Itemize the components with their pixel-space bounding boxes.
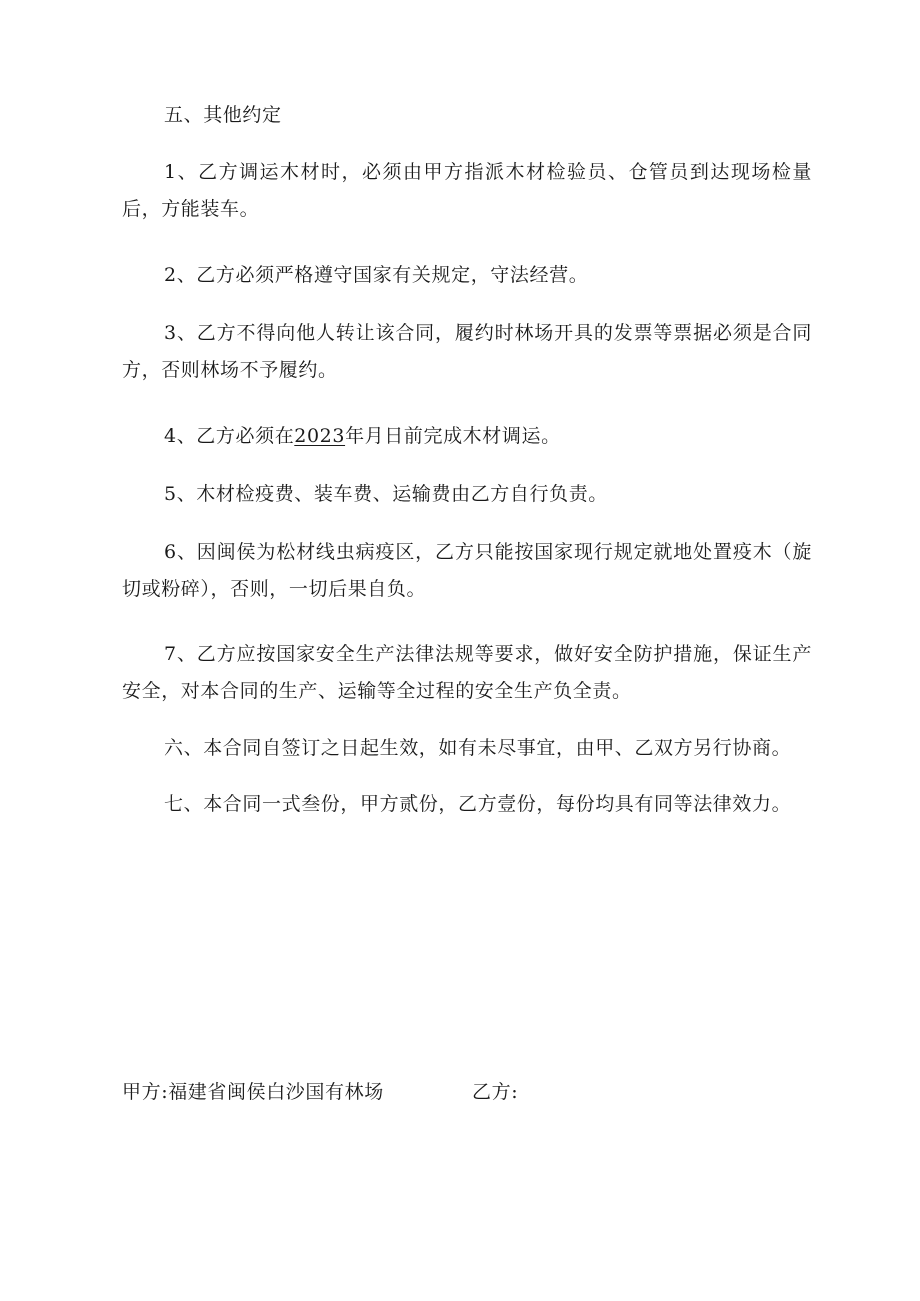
section-six: 六、本合同自签订之日起生效，如有未尽事宜，由甲、乙双方另行协商。 xyxy=(164,737,792,759)
clause-5: 5、木材检疫费、装车费、运输费由乙方自行负责。 xyxy=(164,483,608,505)
clause-4 xyxy=(122,418,812,455)
clause-6: 6、因闽侯为松材线虫病疫区，乙方只能按国家现行规定就地处置疫木（旋切或粉碎），否则，一切后果自负。 xyxy=(122,541,812,600)
clause-4-suffix: 年月日前完成木材调运。 xyxy=(345,425,561,447)
party-a-signature: 甲方:福建省闽侯白沙国有林场 xyxy=(122,1081,384,1103)
clause-3: 3、乙方不得向他人转让该合同，履约时林场开具的发票等票据必须是合同方，否则林场不予履约。 xyxy=(122,322,812,381)
clause-4-year: 2023 xyxy=(294,425,346,447)
party-b-signature: 乙方: xyxy=(472,1081,519,1103)
section-seven: 七、本合同一式叁份，甲方贰份，乙方壹份，每份均具有同等法律效力。 xyxy=(164,793,792,815)
clause-4-prefix: 4、乙方必须在 xyxy=(164,425,295,447)
clause-2: 2、乙方必须严格遵守国家有关规定，守法经营。 xyxy=(164,264,589,286)
section-five-heading: 五、其他约定 xyxy=(164,104,282,126)
clause-7: 7、乙方应按国家安全生产法律法规等要求，做好安全防护措施，保证生产安全，对本合同的生产、运输等全过程的安全生产负全责。 xyxy=(122,643,812,702)
clause-1: 1、乙方调运木材时，必须由甲方指派木材检验员、仓管员到达现场检量后，方能装车。 xyxy=(122,161,812,220)
